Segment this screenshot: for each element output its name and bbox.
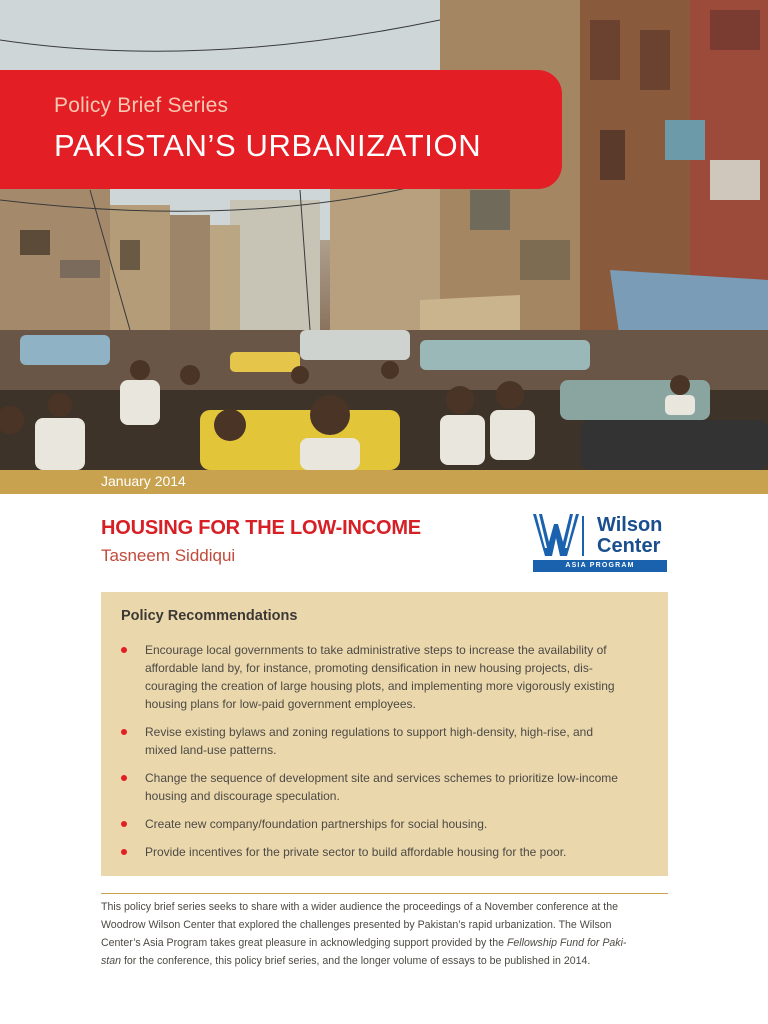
logo-program-label: ASIA PROGRAM: [533, 560, 667, 572]
bullet-icon: [121, 647, 127, 653]
bullet-icon: [121, 729, 127, 735]
footer-divider: [101, 893, 668, 894]
bullet-icon: [121, 821, 127, 827]
fellowship-fund-name: Fellowship Fund for Paki-: [506, 937, 627, 949]
list-item: Change the sequence of development site and services schemes to prioritize low-income housing and discourage speculation.: [145, 769, 645, 805]
date-bar: [0, 470, 768, 494]
logo-word-center: Center: [597, 535, 661, 557]
recommendations-heading: Policy Recommendations: [121, 608, 298, 624]
series-title: PAKISTAN’S URBANIZATION: [54, 128, 482, 163]
list-item: Provide incentives for the private sector to build affordable housing for the poor.: [145, 843, 645, 861]
fellowship-fund-name-end: stan: [101, 955, 122, 967]
list-item: Create new company/foundation partnerships for social housing.: [145, 815, 645, 833]
wilson-w-icon: [533, 514, 579, 556]
bullet-icon: [121, 849, 127, 855]
list-item: Revise existing bylaws and zoning regulations to support high-density, high-rise, and mixed land-use patterns.: [145, 723, 645, 759]
bullet-icon: [121, 775, 127, 781]
author-name: Tasneem Siddiqui: [101, 546, 236, 565]
series-label: Policy Brief Series: [54, 94, 229, 117]
document-title: HOUSING FOR THE LOW-INCOME: [101, 517, 421, 539]
logo-word-wilson: Wilson: [597, 514, 663, 536]
wilson-center-logo: [533, 512, 669, 574]
logo-divider: [582, 516, 584, 556]
recommendations-list: [101, 592, 668, 876]
publication-date: January 2014: [101, 473, 186, 489]
list-item: Encourage local governments to take administrative steps to increase the availability of affordable land by, for instance, promoting densification in new housing projects, dis- couraging the creation of large housing plots, and implementing more vigorously existing housing plans for low-paid government employees.: [145, 641, 645, 713]
series-banner: [0, 70, 562, 189]
footer-note: This policy brief series seeks to share with a wider audience the proceedings of a November conference at the Woodrow Wilson Center that explored the challenges presented by Pakistan’s rapid urbanization. The Wilson Center’s Asia Program takes great pleasure in acknowledging support provided by the Fellowship Fund for Paki- stan for the conference, this policy brief series, and the longer volume of essays to be published in 2014.: [101, 901, 627, 967]
policy-recommendations-box: [101, 592, 668, 876]
